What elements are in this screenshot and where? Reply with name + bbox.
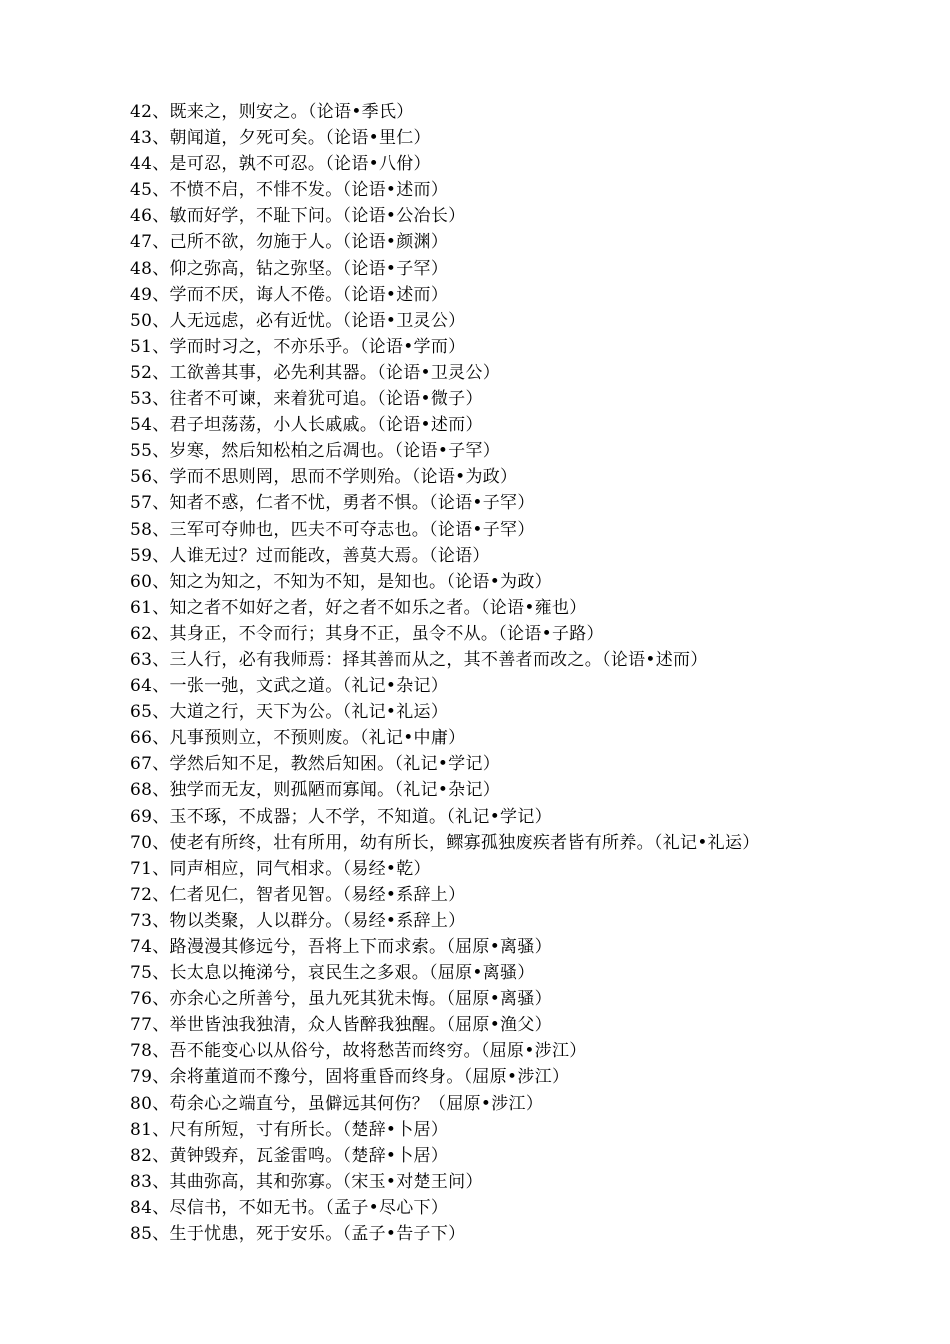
list-item: 54、君子坦荡荡，小人长戚戚。（论语•述而）	[130, 415, 483, 436]
list-item: 60、知之为知之，不知为不知，是知也。（论语•为政）	[130, 571, 552, 592]
list-item: 81、尺有所短，寸有所长。（楚辞•卜居）	[130, 1119, 449, 1140]
list-item: 73、物以类聚，人以群分。（易经•系辞上）	[130, 910, 466, 931]
list-item: 47、己所不欲，勿施于人。（论语•颜渊）	[130, 232, 449, 253]
list-item: 64、一张一弛，文武之道。（礼记•杂记）	[130, 676, 449, 697]
list-item: 63、三人行，必有我师焉：择其善而从之，其不善者而改之。（论语•述而）	[130, 649, 708, 670]
list-item: 85、生于忧患，死于安乐。（孟子•告子下）	[130, 1224, 466, 1245]
list-item: 55、岁寒，然后知松柏之后凋也。（论语•子罕）	[130, 441, 501, 462]
list-item: 44、是可忍，孰不可忍。（论语•八佾）	[130, 154, 431, 175]
list-item: 69、玉不琢，不成器；人不学，不知道。（礼记•学记）	[130, 806, 552, 827]
list-item: 68、独学而无友，则孤陋而寡闻。（礼记•杂记）	[130, 780, 501, 801]
list-item: 49、学而不厌，诲人不倦。（论语•述而）	[130, 284, 449, 305]
list-item: 48、仰之弥高，钻之弥坚。（论语•子罕）	[130, 258, 449, 279]
list-item: 51、学而时习之，不亦乐乎。（论语•学而）	[130, 336, 466, 357]
list-item: 78、吾不能变心以从俗兮，故将愁苦而终穷。（屈原•涉江）	[130, 1041, 587, 1062]
list-item: 83、其曲弥高，其和弥寡。（宋玉•对楚王问）	[130, 1171, 483, 1192]
list-item: 80、苟余心之端直兮，虽僻远其何伤？（屈原•涉江）	[130, 1093, 544, 1114]
list-item: 76、亦余心之所善兮，虽九死其犹未悔。（屈原•离骚）	[130, 989, 552, 1010]
list-item: 82、黄钟毁弃，瓦釜雷鸣。（楚辞•卜居）	[130, 1145, 449, 1166]
list-item: 62、其身正，不令而行；其身不正，虽令不从。（论语•子路）	[130, 623, 604, 644]
list-item: 74、路漫漫其修远兮，吾将上下而求索。（屈原•离骚）	[130, 937, 552, 957]
list-item: 56、学而不思则罔，思而不学则殆。（论语•为政）	[130, 467, 518, 488]
list-item: 79、余将董道而不豫兮，固将重昏而终身。（屈原•涉江）	[130, 1067, 570, 1088]
list-item: 72、仁者见仁，智者见智。（易经•系辞上）	[130, 884, 466, 905]
list-item: 77、举世皆浊我独清，众人皆醉我独醒。（屈原•渔父）	[130, 1015, 552, 1036]
list-item: 57、知者不惑，仁者不忧，勇者不惧。（论语•子罕）	[130, 493, 535, 514]
list-item: 53、往者不可谏，来着犹可追。（论语•微子）	[130, 389, 483, 410]
list-item: 59、人谁无过？过而能改，善莫大焉。（论语）	[130, 545, 490, 566]
list-item: 84、尽信书，不如无书。（孟子•尽心下）	[130, 1197, 449, 1218]
list-item: 52、工欲善其事，必先利其器。（论语•卫灵公）	[130, 362, 501, 383]
list-item: 50、人无远虑，必有近忧。（论语•卫灵公）	[130, 310, 466, 331]
list-item: 42、既来之，则安之。（论语•季氏）	[130, 102, 414, 122]
list-item: 65、大道之行，天下为公。（礼记•礼运）	[130, 702, 449, 723]
list-item: 66、凡事预则立，不预则废。（礼记•中庸）	[130, 728, 466, 749]
list-item: 61、知之者不如好之者，好之者不如乐之者。（论语•雍也）	[130, 597, 587, 618]
list-item: 71、同声相应，同气相求。（易经•乾）	[130, 858, 431, 879]
list-item: 43、朝闻道，夕死可矣。（论语•里仁）	[130, 128, 431, 149]
quote-list	[130, 99, 930, 1247]
list-item: 67、学然后知不足，教然后知困。（礼记•学记）	[130, 754, 501, 775]
list-item: 46、敏而好学，不耻下问。（论语•公冶长）	[130, 206, 466, 227]
list-item: 75、长太息以掩涕兮，哀民生之多艰。（屈原•离骚）	[130, 963, 535, 984]
list-item: 58、三军可夺帅也，匹夫不可夺志也。（论语•子罕）	[130, 519, 535, 540]
list-item: 45、不愤不启，不悱不发。（论语•述而）	[130, 180, 449, 201]
list-item: 70、使老有所终，壮有所用，幼有所长，鳏寡孤独废疾者皆有所养。（礼记•礼运）	[130, 832, 760, 853]
